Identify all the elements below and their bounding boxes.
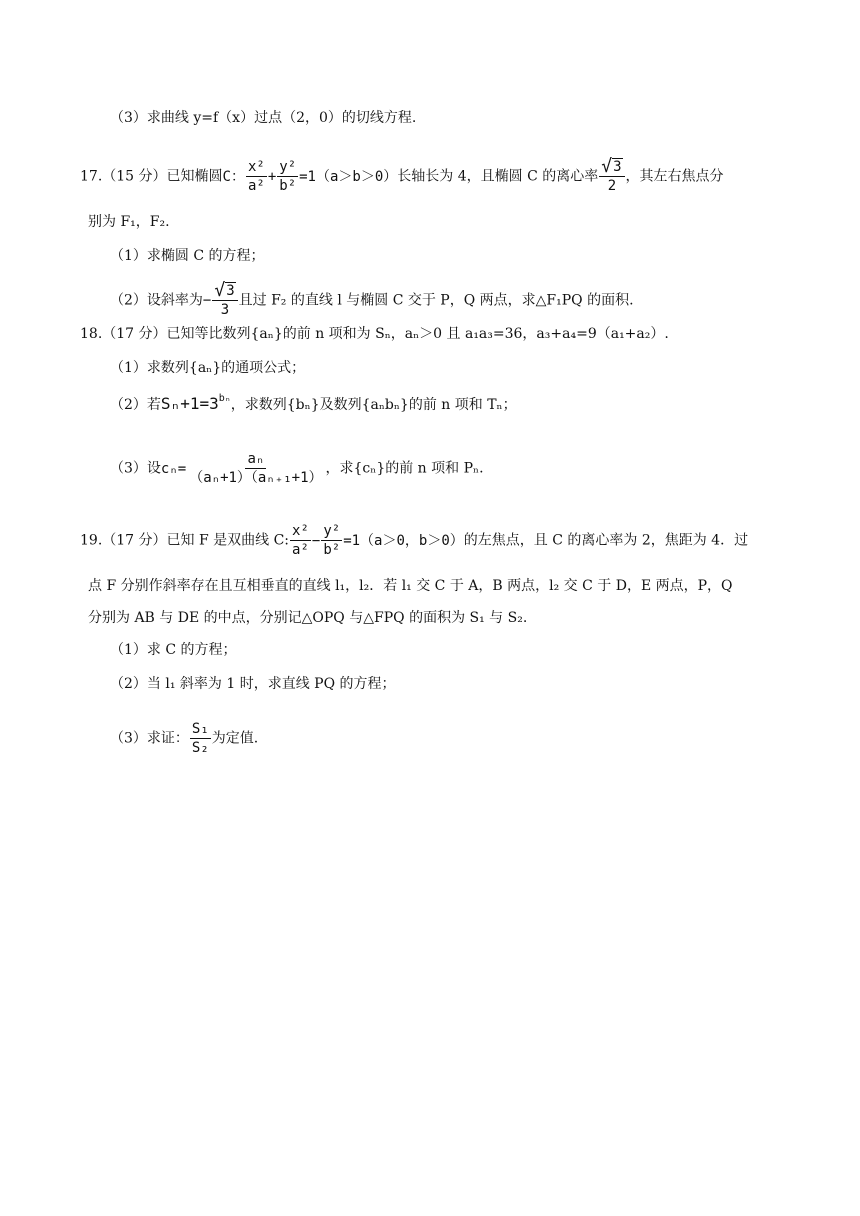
q18-item3-line (110, 450, 484, 487)
q17-frac-x-num: x² (247, 159, 265, 175)
q19-item3-den: S₂ (191, 740, 209, 756)
q17-frac-y (277, 158, 298, 195)
q17-item1: （1）求椭圆 C 的方程； (110, 248, 265, 264)
q19-frac-x (290, 522, 311, 559)
q18-item2-eq: Sₙ+1=3 (160, 394, 219, 413)
q18-item3-post: ，求{cₙ}的前 n 项和 Pₙ. (325, 460, 484, 477)
q18-item3-frac (187, 450, 324, 487)
q17-eq-tail: =1（a＞b＞0） (299, 168, 398, 185)
q17-item2-post: 且过 F₂ 的直线 l 与椭圆 C 交于 P，Q 两点，求△F₁PQ 的面积. (238, 292, 634, 309)
q17-c-label: C： (222, 168, 245, 185)
q19-head-line (80, 522, 748, 559)
q17-ecc-den: 2 (607, 178, 617, 194)
q17-slope-den: 3 (220, 302, 230, 318)
q18-item3-pre: （3）设 (110, 460, 161, 477)
q19-frac-x-den: a² (292, 542, 309, 558)
q17-frac-x (246, 158, 267, 195)
q17-item2-pre: （2）设斜率为 (110, 292, 203, 309)
q18-item3-den: （aₙ+1）（aₙ₊₁+1） (189, 470, 323, 486)
q17-ellipse-equation: C： $\frac{\text{x²}}{\text{a²}}$ + $\frac{\text{y²}}{\text{b²}}$ =1（a＞b＞0） (222, 159, 398, 194)
q17-head: 17.（15 分）已知椭圆 (80, 168, 223, 185)
q19-hyperbola-equation: $\frac{\text{x²}}{\text{a²}}$ − $\frac{\text{y²}}{\text{b²}}$ =1（a＞0，b＞0） (292, 523, 464, 558)
q17-eccentricity (599, 158, 624, 195)
q17-cont: 别为 F₁，F₂. (88, 214, 170, 230)
q17-slope-num: √ 3 (212, 282, 237, 301)
q19-item3-frac (190, 720, 211, 757)
q17-slope (212, 282, 237, 319)
q17-head-line (80, 158, 724, 195)
q19-frac-y (321, 522, 342, 559)
q19-line3: 分别为 AB 与 DE 的中点，分别记△OPQ 与△FPQ 的面积为 S₁ 与 S₂. (88, 610, 528, 626)
q17-ecc-num: √ 3 (599, 158, 624, 177)
q17-ecc-num-value: 3 (613, 159, 622, 175)
q19-frac-x-num: x² (292, 523, 309, 539)
q19-item3-post: 为定值. (211, 730, 259, 747)
q19-item3-line (110, 720, 258, 757)
q19-eq-tail: =1（a＞0，b＞0） (343, 532, 464, 549)
q17-frac-x-den: a² (247, 178, 265, 194)
q18-item1: （1）求数列{aₙ}的通项公式； (110, 360, 306, 376)
q19-frac-y-den: b² (323, 542, 341, 558)
q19-head: 19.（17 分）已知 F 是双曲线 C: (80, 532, 290, 549)
q18-item2-pre: （2）若 (110, 397, 161, 413)
q16-item3: （3）求曲线 y=f（x）过点（2，0）的切线方程. (110, 110, 417, 126)
q18-item3-num: aₙ (247, 451, 265, 467)
q19-item1: （1）求 C 的方程； (110, 642, 237, 658)
q18-head: 18.（17 分）已知等比数列{aₙ}的前 n 项和为 Sₙ，aₙ＞0 且 a₁a₃=36，a₃+a₄=9（a₁+a₂）. (80, 326, 669, 342)
q19-frac-y-num: y² (323, 523, 341, 539)
q17-after-ecc: ，其左右焦点分 (625, 168, 724, 185)
q17-frac-y-num: y² (279, 159, 297, 175)
q18-item2-post: ，求数列{bₙ}及数列{aₙbₙ}的前 n 项和 Tₙ； (230, 397, 517, 413)
q19-after-eq: 的左焦点，且 C 的离心率为 2，焦距为 4．过 (463, 532, 749, 549)
q17-after-eq: 长轴长为 4，且椭圆 C 的离心率 (397, 168, 599, 185)
q17-slope-num-value: 3 (226, 283, 235, 299)
q18-item2-line (110, 394, 517, 415)
q18-item2-exp: bₙ (218, 393, 231, 404)
q18-item3-lhs: cₙ= (160, 460, 187, 477)
q17-item2-line: （2）设斜率为− √ 3 3 且过 F₂ 的直线 l 与椭圆 C 交于 P，Q 两点，求△F₁PQ 的面积. (110, 280, 634, 318)
q17-frac-y-den: b² (279, 178, 297, 194)
q18-item3-equation (161, 450, 326, 487)
q19-item3-pre: （3）求证： (110, 730, 189, 747)
q19-line2: 点 F 分别作斜率存在且互相垂直的直线 l₁，l₂．若 l₁ 交 C 于 A，B 两点，l₂ 交 C 于 D，E 两点，P，Q (88, 578, 733, 594)
q19-item2: （2）当 l₁ 斜率为 1 时，求直线 PQ 的方程； (110, 676, 396, 692)
q19-item3-num: S₁ (191, 721, 209, 737)
